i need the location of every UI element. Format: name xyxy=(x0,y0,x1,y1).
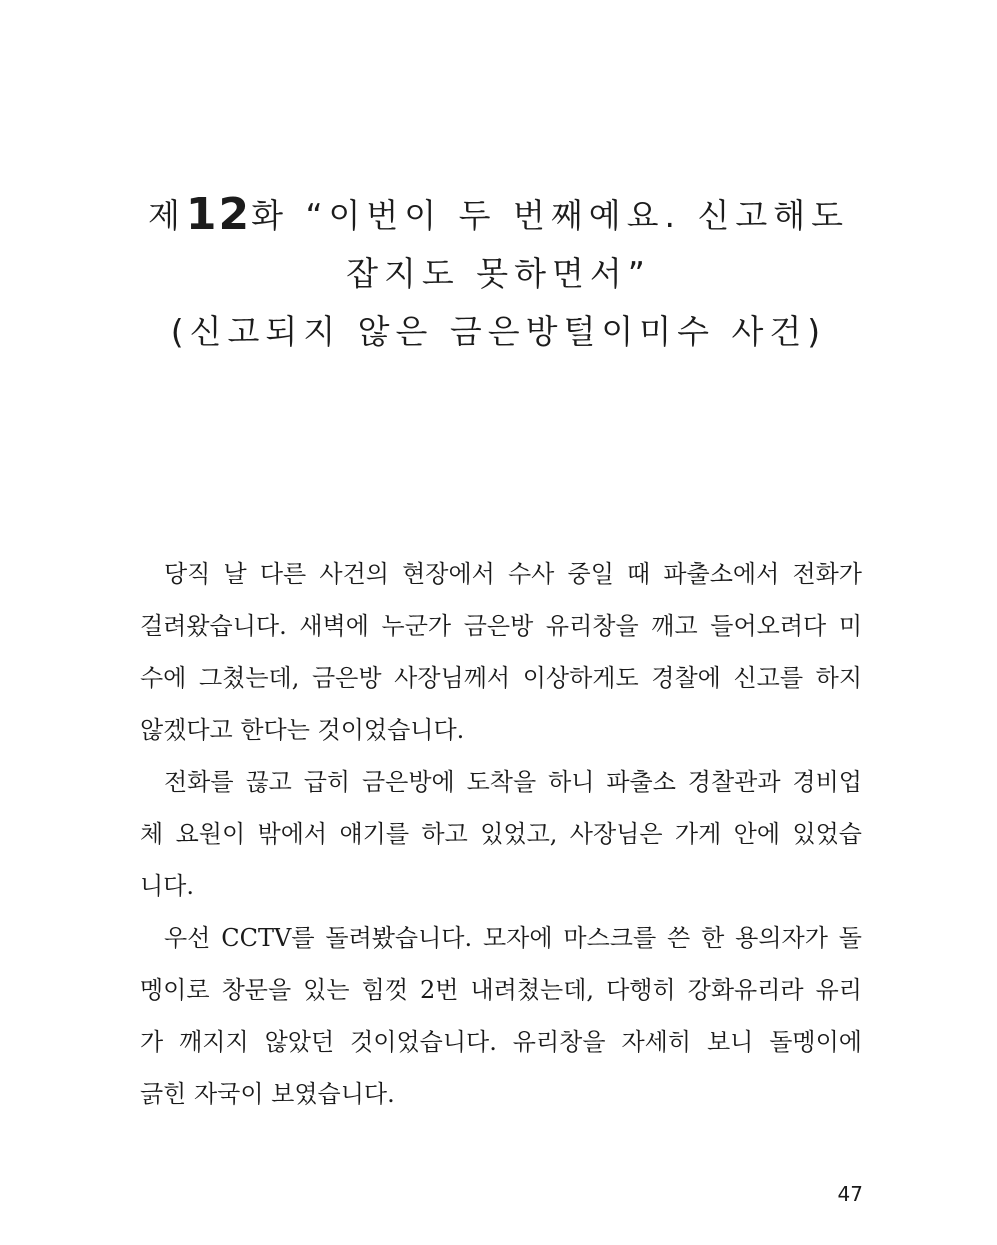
chapter-number: 12 xyxy=(185,189,252,240)
text-line: 걸려왔습니다. 새벽에 누군가 금은방 유리창을 깨고 들어오려다 미 xyxy=(140,612,862,640)
body-text xyxy=(140,548,862,1120)
text-line: 수에 그쳤는데, 금은방 사장님께서 이상하게도 경찰에 신고를 하지 xyxy=(140,664,862,692)
text-line: 우선 CCTV를 돌려봤습니다. 모자에 마스크를 쓴 한 용의자가 돌 xyxy=(164,924,862,952)
text-line: 체 요원이 밖에서 얘기를 하고 있었고, 사장님은 가게 안에 있었습 xyxy=(140,820,862,848)
paragraph xyxy=(140,548,862,756)
text-line: 니다. xyxy=(140,872,194,900)
paragraph xyxy=(140,912,862,1120)
chapter-subtitle: (신고되지 않은 금은방털이미수 사건) xyxy=(170,312,827,351)
text-line: 당직 날 다른 사건의 현장에서 수사 중일 때 파출소에서 전화가 xyxy=(164,560,862,588)
chapter-prefix: 제 xyxy=(147,196,186,235)
page-number: 47 xyxy=(837,1182,863,1206)
text-line: 멩이로 창문을 있는 힘껏 2번 내려쳤는데, 다행히 강화유리라 유리 xyxy=(140,976,862,1004)
chapter-title-line-2: 잡지도 못하면서” xyxy=(346,254,651,293)
text-line: 가 깨지지 않았던 것이었습니다. 유리창을 자세히 보니 돌멩이에 xyxy=(140,1028,862,1056)
text-line: 않겠다고 한다는 것이었습니다. xyxy=(140,716,465,744)
paragraph xyxy=(140,756,862,912)
text-line: 전화를 끊고 급히 금은방에 도착을 하니 파출소 경찰관과 경비업 xyxy=(164,768,862,796)
chapter-title-line-1 xyxy=(0,186,997,245)
text-line: 긁힌 자국이 보였습니다. xyxy=(140,1080,395,1108)
chapter-title-quote-start: “이번이 두 번째예요. 신고해도 xyxy=(288,196,850,235)
chapter-title xyxy=(0,186,997,361)
chapter-suffix: 화 xyxy=(251,196,289,235)
